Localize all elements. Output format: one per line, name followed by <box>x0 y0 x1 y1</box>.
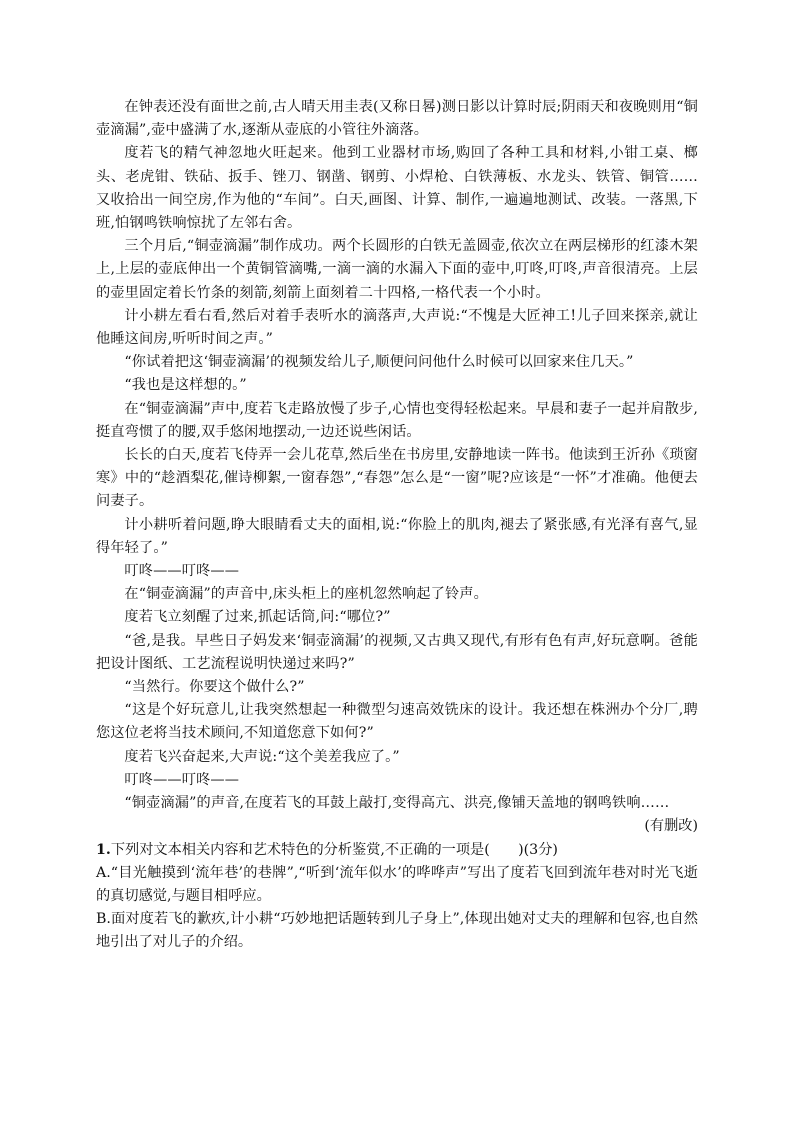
paragraph: 叮咚——叮咚—— <box>124 563 240 580</box>
paragraph: 在钟表还没有面世之前,古人晴天用圭表(又称日晷)测日影以计算时辰;阴雨天和夜晚则用“铜壶滴漏”,壶中盛满了水,逐渐从壶底的小管往外滴落。 <box>96 99 698 139</box>
paragraph: “当然行。你要这个做什么?” <box>124 679 305 696</box>
paragraph: 在“铜壶滴漏”的声音中,床头柜上的座机忽然响起了铃声。 <box>124 586 488 603</box>
paragraph: “铜壶滴漏”的声音,在度若飞的耳鼓上敲打,变得高亢、洪亮,像铺天盖地的钢鸣铁响…… <box>124 795 670 812</box>
paragraph: 计小耕听着问题,睁大眼睛看丈夫的面相,说:“你脸上的肌肉,褪去了紧张感,有光泽有喜气,显得年轻了。” <box>96 516 698 556</box>
paragraph: 在“铜壶滴漏”声中,度若飞走路放慢了步子,心情也变得轻松起来。早晨和妻子一起并肩散步,挺直弯惯了的腰,双手悠闲地摆动,一边还说些闲话。 <box>96 400 699 440</box>
source-note: (有删改) <box>644 818 698 835</box>
paragraph: “你试着把这‘铜壶滴漏’的视频发给儿子,顺便问问他什么时候可以回家来住几天。” <box>124 354 634 371</box>
paragraph: 度若飞立刻醒了过来,抓起话筒,问:“哪位?” <box>124 609 391 626</box>
paragraph: “爸,是我。早些日子妈发来‘铜壶滴漏’的视频,又古典又现代,有形有色有声,好玩意啊。爸能把设计图纸、工艺流程说明快递过来吗?” <box>96 632 698 672</box>
question-stem <box>96 839 698 862</box>
paragraph: “我也是这样想的。” <box>124 377 247 394</box>
option-b: B.面对度若飞的歉疚,计小耕“巧妙地把话题转到儿子身上”,体现出她对丈夫的理解和包容,也自然地引出了对儿子的介绍。 <box>96 911 698 951</box>
paragraph: 三个月后,“铜壶滴漏”制作成功。两个长圆形的白铁无盖圆壶,依次立在两层梯形的红漆木架上,上层的壶底伸出一个黄铜管滴嘴,一滴一滴的水漏入下面的壶中,叮咚,叮咚,声音很清亮。上层的壶里固定着长竹条的刻箭,刻箭上面刻着二十四格,一格代表一个小时。 <box>96 238 698 301</box>
paragraph: “这是个好玩意儿,让我突然想起一种微型匀速高效铣床的设计。我还想在株洲办个分厂,聘您这位老将当技术顾问,不知道您意下如何?” <box>96 702 698 742</box>
paragraph: 计小耕左看右看,然后对着手表听水的滴落声,大声说:“不愧是大匠神工!儿子回来探亲,就让他睡这间房,听听时间之声。” <box>96 307 698 348</box>
question-1 <box>96 839 698 955</box>
paragraph: 叮咚——叮咚—— <box>124 771 240 788</box>
article-body <box>96 96 698 839</box>
question-text: 下列对文本相关内容和艺术特色的分析鉴赏,不正确的一项是( )(3分) <box>110 841 558 858</box>
paragraph: 度若飞的精气神忽地火旺起来。他到工业器材市场,购回了各种工具和材料,小钳工桌、榔头、老虎钳、铁砧、扳手、锉刀、钢凿、钢剪、小焊枪、白铁薄板、水龙头、铁管、铜管……又收拾出一间空房,作为他的“车间”。白天,画图、计算、制作,一遍遍地测试、改装。一落黑,下班,怕钢鸣铁响惊扰了左邻右舍。 <box>96 145 698 232</box>
question-number: 1. <box>96 841 111 858</box>
option-a: A.“目光触摸到‘流年巷’的巷牌”,“听到‘流年似水’的哗哗声”写出了度若飞回到流年巷对时光飞逝的真切感觉,与题目相呼应。 <box>96 864 698 904</box>
paragraph: 长长的白天,度若飞侍弄一会儿花草,然后坐在书房里,安静地读一阵书。他读到王沂孙《琐窗寒》中的“趁酒梨花,催诗柳絮,一窗春怨”,“春怨”怎么是“一窗”呢?应该是“一怀”才准确。他便去问妻子。 <box>96 447 698 510</box>
paragraph: 度若飞兴奋起来,大声说:“这个美差我应了。” <box>124 748 400 765</box>
